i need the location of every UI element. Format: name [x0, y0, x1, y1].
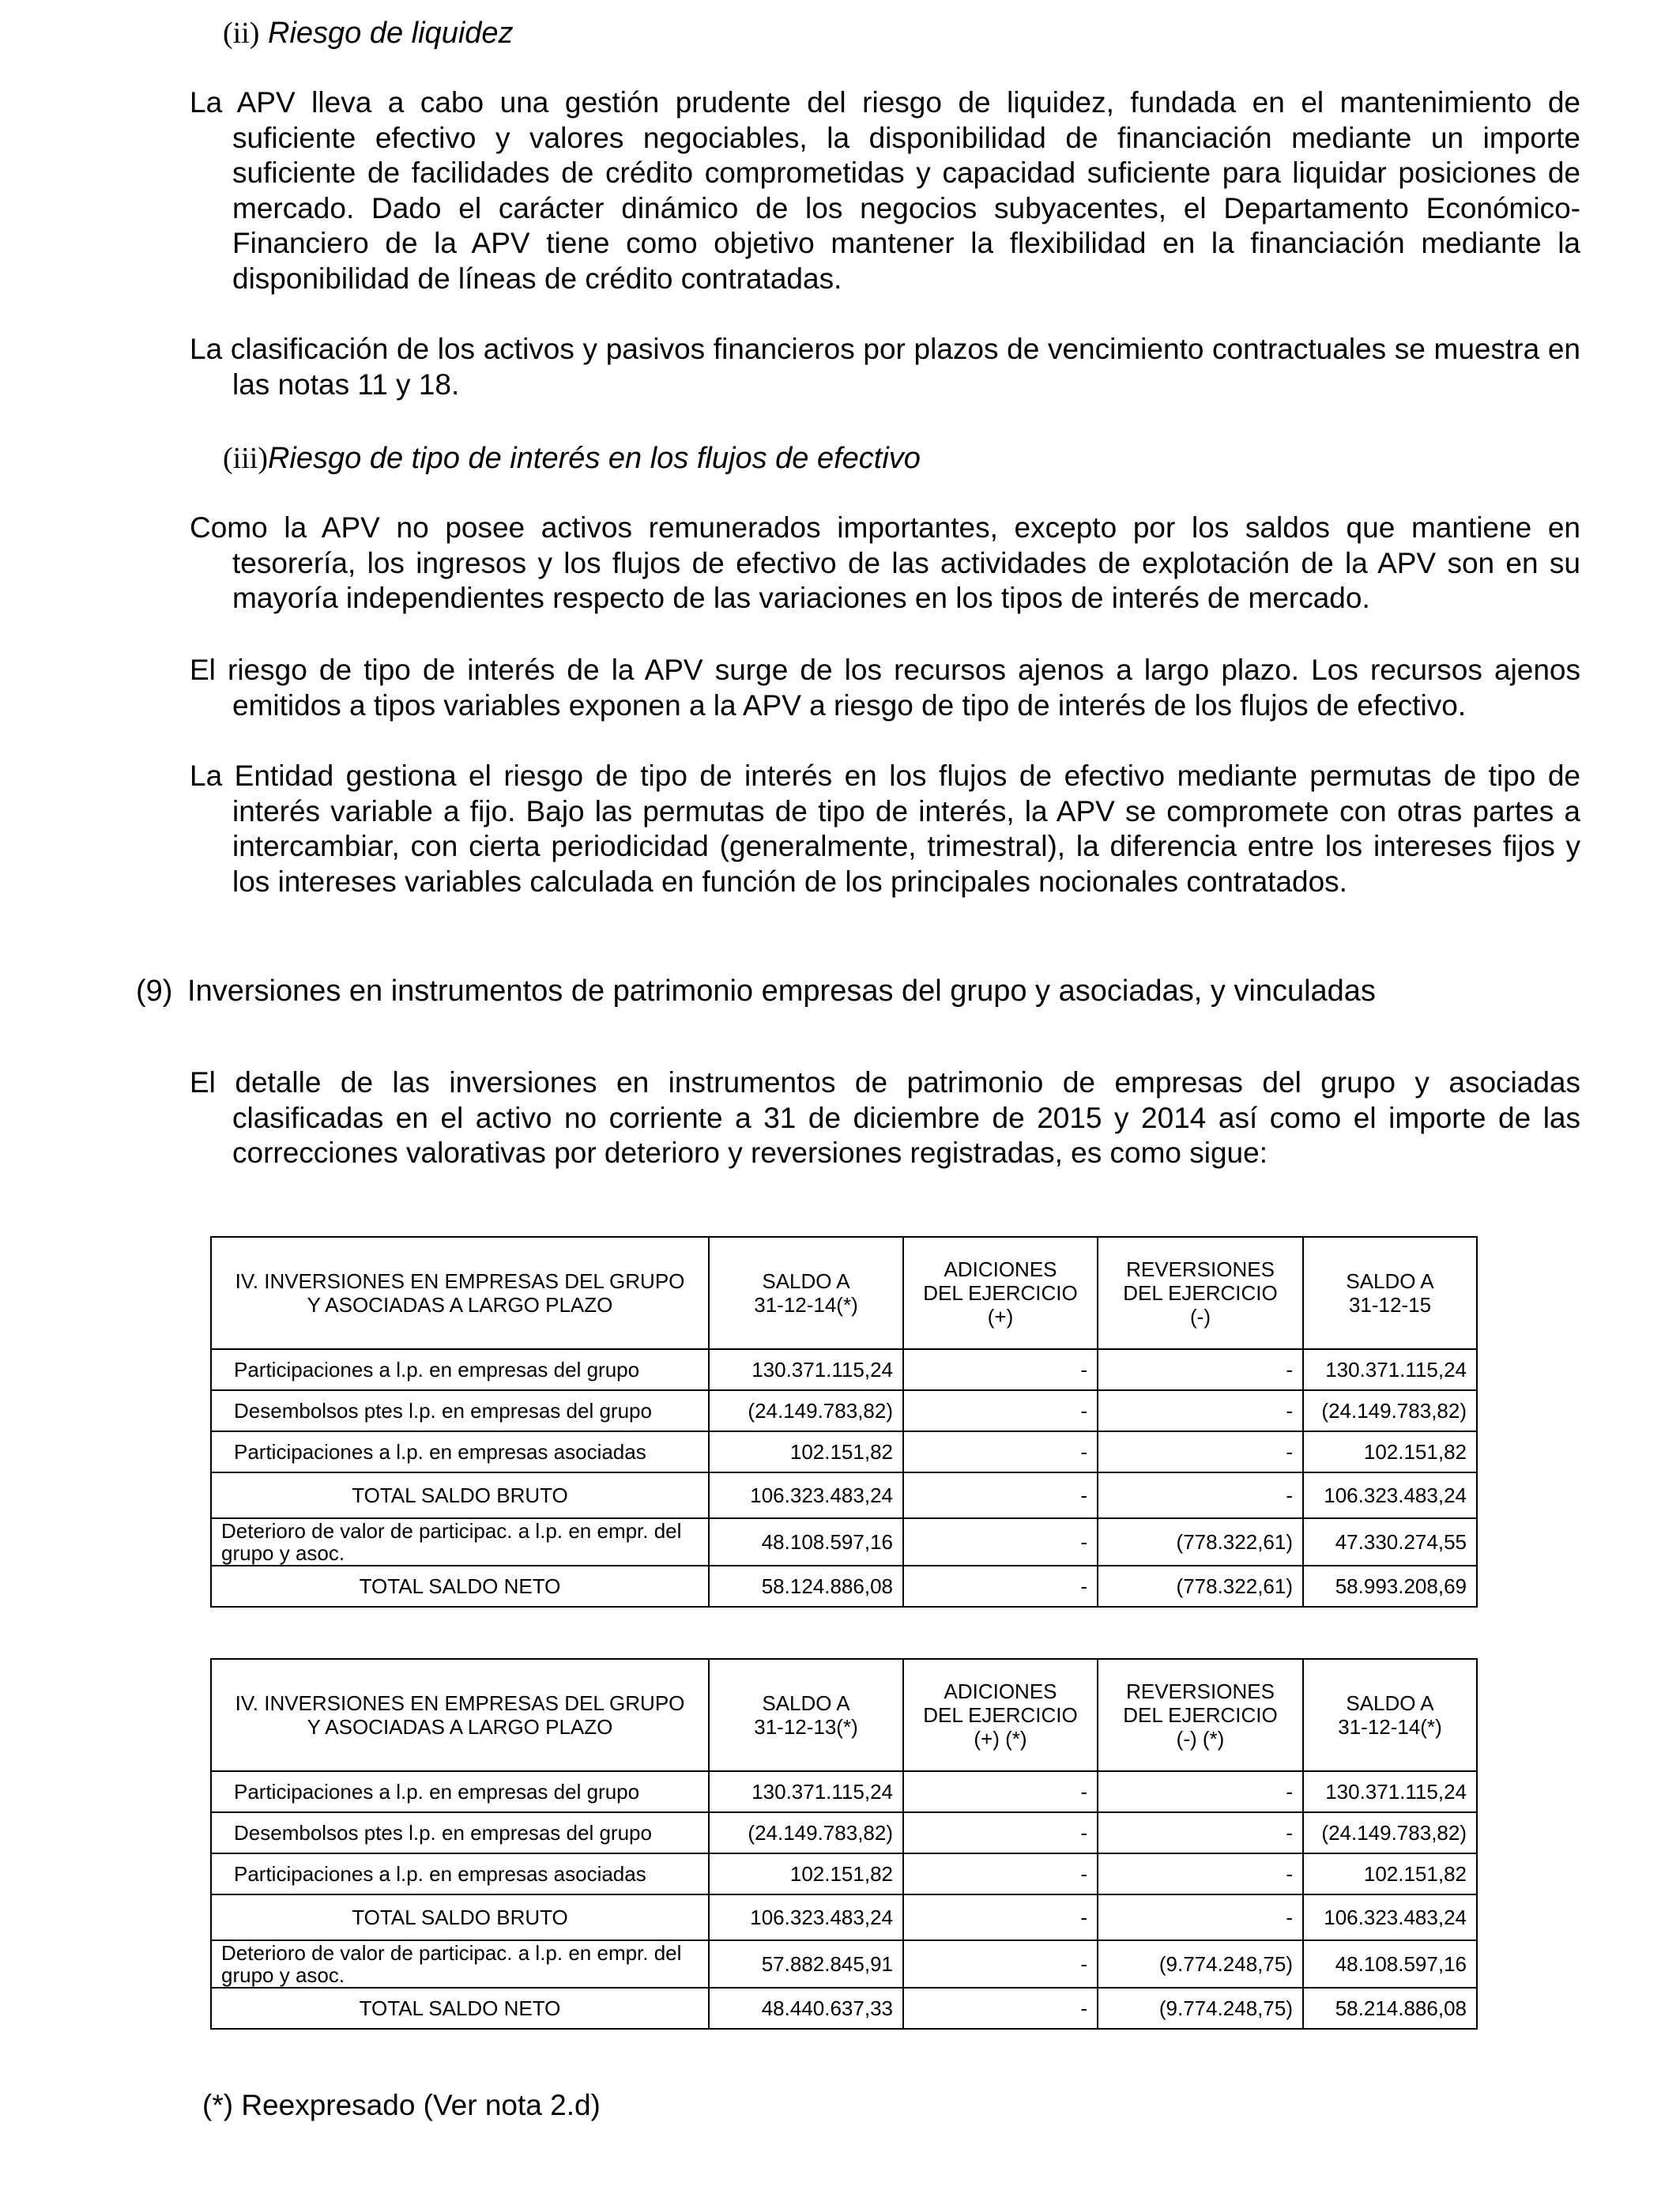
subheading-interest-rate-risk: [223, 441, 921, 476]
value-cell: 48.440.637,33: [709, 1988, 903, 2029]
value-cell: -: [1098, 1894, 1303, 1940]
row-label: Participaciones a l.p. en empresas del grupo: [211, 1349, 709, 1390]
row-label: Desembolsos ptes l.p. en empresas del grupo: [211, 1390, 709, 1431]
table-row: [211, 1472, 1477, 1518]
column-header-line: SALDO A: [1346, 1269, 1434, 1293]
value-cell: (24.149.783,82): [1303, 1812, 1477, 1853]
paragraph-maturity-classification: La clasificación de los activos y pasivos financieros por plazos de vencimiento contractuales se muestra en las notas 11 y 18.: [190, 333, 1580, 401]
table-row: [211, 1771, 1477, 1812]
row-label: Participaciones a l.p. en empresas asociadas: [211, 1853, 709, 1894]
value-cell: 48.108.597,16: [709, 1518, 903, 1566]
investments-table-2015: [210, 1236, 1478, 1608]
table-row: [211, 1566, 1477, 1607]
column-header-line: 31-12-15: [1348, 1293, 1432, 1317]
value-cell: -: [903, 1812, 1098, 1853]
subheading-number: (iii): [223, 442, 268, 475]
value-cell: (9.774.248,75): [1098, 1988, 1303, 2029]
column-header: [709, 1237, 903, 1349]
column-header-line: (+): [987, 1305, 1014, 1329]
value-cell: (778.322,61): [1098, 1566, 1303, 1607]
column-header: [903, 1659, 1098, 1771]
column-header-line: DEL EJERCICIO: [923, 1281, 1078, 1305]
column-header-line: DEL EJERCICIO: [1123, 1281, 1278, 1305]
table-row: [211, 1853, 1477, 1894]
subheading-title: Riesgo de tipo de interés en los flujos de efectivo: [267, 442, 921, 475]
value-cell: 58.124.886,08: [709, 1566, 903, 1607]
column-header: [709, 1659, 903, 1771]
section-9-heading: [136, 974, 1376, 1008]
paragraph-remunerated-assets: Como la APV no posee activos remunerados importantes, excepto por los saldos que mantiene en tesorería, los ingresos y los flujos de efectivo de las actividades de explotación de la APV son en su mayoría independientes respecto de las variaciones en los tipos de interés de mercado.: [190, 511, 1580, 614]
subheading-liquidity-risk: [223, 16, 514, 51]
value-cell: -: [903, 1771, 1098, 1812]
column-header-line: REVERSIONES: [1126, 1679, 1275, 1703]
table-row: [211, 1349, 1477, 1390]
value-cell: -: [903, 1566, 1098, 1607]
value-cell: -: [903, 1853, 1098, 1894]
table-header-row: [211, 1659, 1477, 1771]
table-row: [211, 1988, 1477, 2029]
section-title: Inversiones en instrumentos de patrimonio empresas del grupo y asociadas, y vinculadas: [187, 974, 1376, 1008]
value-cell: (778.322,61): [1098, 1518, 1303, 1566]
value-cell: -: [1098, 1812, 1303, 1853]
value-cell: 106.323.483,24: [1303, 1472, 1477, 1518]
row-label: Deterioro de valor de participac. a l.p. en empr. del grupo y asoc.: [211, 1518, 709, 1566]
value-cell: 102.151,82: [1303, 1853, 1477, 1894]
row-label: TOTAL SALDO NETO: [211, 1566, 709, 1607]
column-header-line: SALDO A: [762, 1691, 850, 1715]
value-cell: (24.149.783,82): [709, 1812, 903, 1853]
subheading-title: Riesgo de liquidez: [268, 17, 514, 50]
value-cell: -: [1098, 1349, 1303, 1390]
value-cell: 130.371.115,24: [1303, 1771, 1477, 1812]
value-cell: -: [1098, 1853, 1303, 1894]
column-header-line: IV. INVERSIONES EN EMPRESAS DEL GRUPO: [235, 1691, 685, 1715]
table-row: [211, 1940, 1477, 1988]
row-label: TOTAL SALDO BRUTO: [211, 1894, 709, 1940]
value-cell: -: [903, 1349, 1098, 1390]
row-label: TOTAL SALDO NETO: [211, 1988, 709, 2029]
value-cell: -: [1098, 1390, 1303, 1431]
column-header-line: 31-12-14(*): [1338, 1715, 1442, 1739]
column-header: [1303, 1237, 1477, 1349]
value-cell: 130.371.115,24: [709, 1771, 903, 1812]
value-cell: -: [903, 1431, 1098, 1472]
column-header-line: ADICIONES: [944, 1257, 1057, 1281]
value-cell: 106.323.483,24: [709, 1472, 903, 1518]
column-header-line: DEL EJERCICIO: [923, 1703, 1078, 1727]
value-cell: -: [903, 1940, 1098, 1988]
column-header-line: Y ASOCIADAS A LARGO PLAZO: [307, 1715, 613, 1739]
column-header-line: Y ASOCIADAS A LARGO PLAZO: [307, 1293, 613, 1317]
row-label: Deterioro de valor de participac. a l.p. en empr. del grupo y asoc.: [211, 1940, 709, 1988]
value-cell: 106.323.483,24: [709, 1894, 903, 1940]
row-label: Participaciones a l.p. en empresas asociadas: [211, 1431, 709, 1472]
value-cell: 58.214.886,08: [1303, 1988, 1477, 2029]
paragraph-interest-rate-swaps: La Entidad gestiona el riesgo de tipo de interés en los flujos de efectivo mediante permutas de tipo de interés variable a fijo. Bajo las permutas de tipo de interés, la APV se compromete con otras partes a intercambiar, con cierta periodicidad (generalmente, trimestral), la diferencia entre los intereses fijos y los intereses variables calculada en función de los principales nocionales contratados.: [190, 760, 1580, 898]
value-cell: 102.151,82: [709, 1431, 903, 1472]
value-cell: (9.774.248,75): [1098, 1940, 1303, 1988]
value-cell: -: [903, 1518, 1098, 1566]
subheading-number: (ii): [223, 17, 260, 50]
value-cell: -: [1098, 1431, 1303, 1472]
investments-table-2014: [210, 1658, 1478, 2030]
column-header: [903, 1237, 1098, 1349]
value-cell: -: [903, 1390, 1098, 1431]
table-row: [211, 1390, 1477, 1431]
value-cell: 48.108.597,16: [1303, 1940, 1477, 1988]
table-row: [211, 1812, 1477, 1853]
value-cell: 57.882.845,91: [709, 1940, 903, 1988]
column-header-line: ADICIONES: [944, 1679, 1057, 1703]
value-cell: 130.371.115,24: [1303, 1349, 1477, 1390]
value-cell: -: [1098, 1771, 1303, 1812]
row-label: Participaciones a l.p. en empresas del grupo: [211, 1771, 709, 1812]
column-header-line: DEL EJERCICIO: [1123, 1703, 1278, 1727]
column-header: [1098, 1237, 1303, 1349]
column-header-line: SALDO A: [762, 1269, 850, 1293]
section-number: (9): [136, 974, 173, 1008]
paragraph-interest-rate-origin: El riesgo de tipo de interés de la APV surge de los recursos ajenos a largo plazo. Los recursos ajenos emitidos a tipos variables exponen a la APV a riesgo de tipo de interés de los flujos de efectivo.: [190, 654, 1580, 722]
value-cell: 58.993.208,69: [1303, 1566, 1477, 1607]
value-cell: 47.330.274,55: [1303, 1518, 1477, 1566]
table-header-row: [211, 1237, 1477, 1349]
value-cell: -: [1098, 1472, 1303, 1518]
row-label: Desembolsos ptes l.p. en empresas del grupo: [211, 1812, 709, 1853]
value-cell: 106.323.483,24: [1303, 1894, 1477, 1940]
column-header-line: (-): [1190, 1305, 1211, 1329]
column-header-line: (-) (*): [1176, 1727, 1225, 1751]
column-header: [211, 1237, 709, 1349]
paragraph-investment-detail: El detalle de las inversiones en instrumentos de patrimonio de empresas del grupo y asociadas clasificadas en el activo no corriente a 31 de diciembre de 2015 y 2014 así como el importe de las correcciones valorativas por deterioro y reversiones registradas, es como sigue:: [190, 1066, 1580, 1169]
column-header-line: 31-12-14(*): [754, 1293, 858, 1317]
table-row: [211, 1431, 1477, 1472]
row-label: TOTAL SALDO BRUTO: [211, 1472, 709, 1518]
value-cell: (24.149.783,82): [1303, 1390, 1477, 1431]
value-cell: (24.149.783,82): [709, 1390, 903, 1431]
table-row: [211, 1894, 1477, 1940]
value-cell: -: [903, 1472, 1098, 1518]
column-header-line: SALDO A: [1346, 1691, 1434, 1715]
column-header-line: (+) (*): [974, 1727, 1027, 1751]
column-header-line: 31-12-13(*): [754, 1715, 858, 1739]
value-cell: -: [903, 1894, 1098, 1940]
column-header-line: IV. INVERSIONES EN EMPRESAS DEL GRUPO: [235, 1269, 685, 1293]
paragraph-liquidity-management: La APV lleva a cabo una gestión prudente del riesgo de liquidez, fundada en el mantenimiento de suficiente efectivo y valores negociables, la disponibilidad de financiación mediante un importe suficiente de facilidades de crédito comprometidas y capacidad suficiente para liquidar posiciones de mercado. Dado el carácter dinámico de los negocios subyacentes, el Departamento Económico-Financiero de la APV tiene como objetivo mantener la flexibilidad en la financiación mediante la disponibilidad de líneas de crédito contratadas.: [190, 86, 1580, 295]
footnote: (*) Reexpresado (Ver nota 2.d): [202, 2089, 601, 2121]
column-header: [211, 1659, 709, 1771]
value-cell: 102.151,82: [1303, 1431, 1477, 1472]
column-header: [1303, 1659, 1477, 1771]
column-header: [1098, 1659, 1303, 1771]
table-row: [211, 1518, 1477, 1566]
value-cell: -: [903, 1988, 1098, 2029]
value-cell: 130.371.115,24: [709, 1349, 903, 1390]
column-header-line: REVERSIONES: [1126, 1257, 1275, 1281]
value-cell: 102.151,82: [709, 1853, 903, 1894]
